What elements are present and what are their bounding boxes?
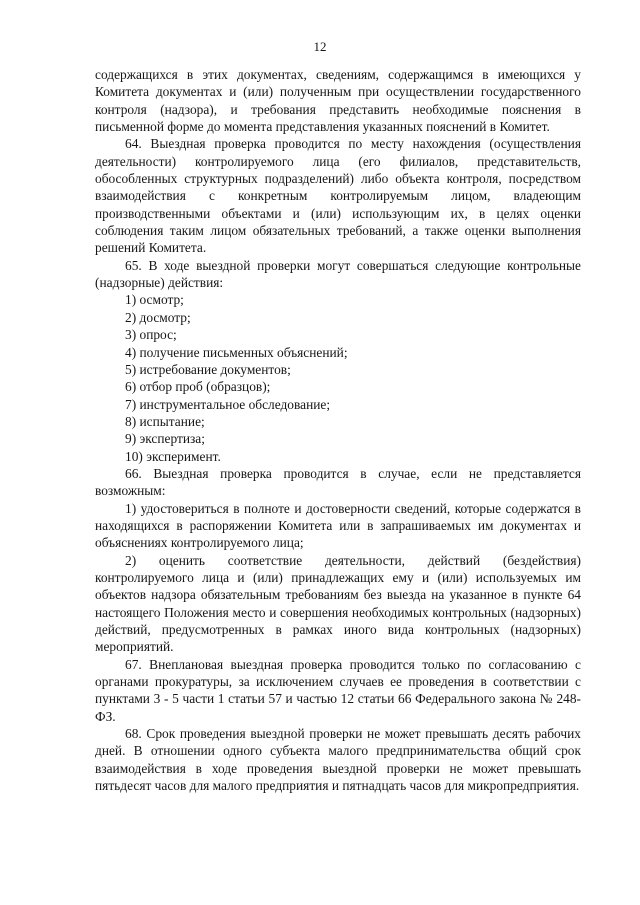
list-item: 3) опрос;: [125, 327, 177, 343]
list-item: 2) досмотр;: [125, 309, 191, 325]
list-item: 9) экспертиза;: [125, 431, 205, 447]
paragraph: 2) оценить соответствие деятельности, действий (бездействия) контролируемого лица и (или) принадлежащих ему и (или) используемых им объектов надзора обязательным требованиям без выезда на указанное в пункте 64 настоящего Положения место и совершения необходимых контрольных (надзорных) действий, предусмотренных в рамках иного вида контрольных (надзорных) мероприятий.: [95, 552, 581, 655]
paragraph: 66. Выездная проверка проводится в случае, если не представляется возможным:: [95, 465, 581, 499]
document-body: [95, 66, 581, 794]
paragraph: 1) удостовериться в полноте и достоверности сведений, которые содержатся в находящихся в распоряжении Комитета или в запрашиваемых им документах и объяснениях контролируемого лица;: [95, 500, 581, 551]
paragraph: 64. Выездная проверка проводится по месту нахождения (осуществления деятельности) контролируемого лица (его филиалов, представительств, обособленных структурных подразделений) либо объекта контроля, посредством взаимодействия с конкретным контролируемым лицом, владеющим производственными объектами и (или) использующим их, в целях оценки соблюдения таким лицом обязательных требований, а также оценки выполнения решений Комитета.: [95, 136, 581, 256]
list-item: 1) осмотр;: [125, 292, 184, 308]
list-item: 6) отбор проб (образцов);: [125, 379, 271, 395]
list-item: 4) получение письменных объяснений;: [125, 344, 348, 360]
list-item: 8) испытание;: [125, 413, 205, 429]
page-number: 12: [313, 39, 327, 54]
list-item: 7) инструментальное обследование;: [125, 396, 331, 412]
paragraph: 67. Внеплановая выездная проверка проводится только по согласованию с органами прокуратуры, за исключением случаев ее проведения в соответствии с пунктами 3 - 5 части 1 статьи 57 и частью 12 статьи 66 Федерального закона № 248-ФЗ.: [95, 656, 581, 724]
paragraph: 68. Срок проведения выездной проверки не может превышать десять рабочих дней. В отношении одного субъекта малого предпринимательства общий срок взаимодействия в ходе проведения выездной проверки не может превышать пятьдесят часов для малого предприятия и пятнадцать часов для микропредприятия.: [95, 726, 581, 794]
paragraph-continuation: содержащихся в этих документах, сведениям, содержащимся в имеющихся у Комитета документах и (или) полученным при осуществлении государственного контроля (надзора), и требования представить необходимые пояснения в письменной форме до момента представления указанных пояснений в Комитет.: [95, 67, 581, 135]
paragraph: 65. В ходе выездной проверки могут совершаться следующие контрольные (надзорные) действия:: [95, 257, 581, 291]
list-item: 5) истребование документов;: [125, 361, 291, 377]
list-item: 10) эксперимент.: [125, 448, 221, 464]
